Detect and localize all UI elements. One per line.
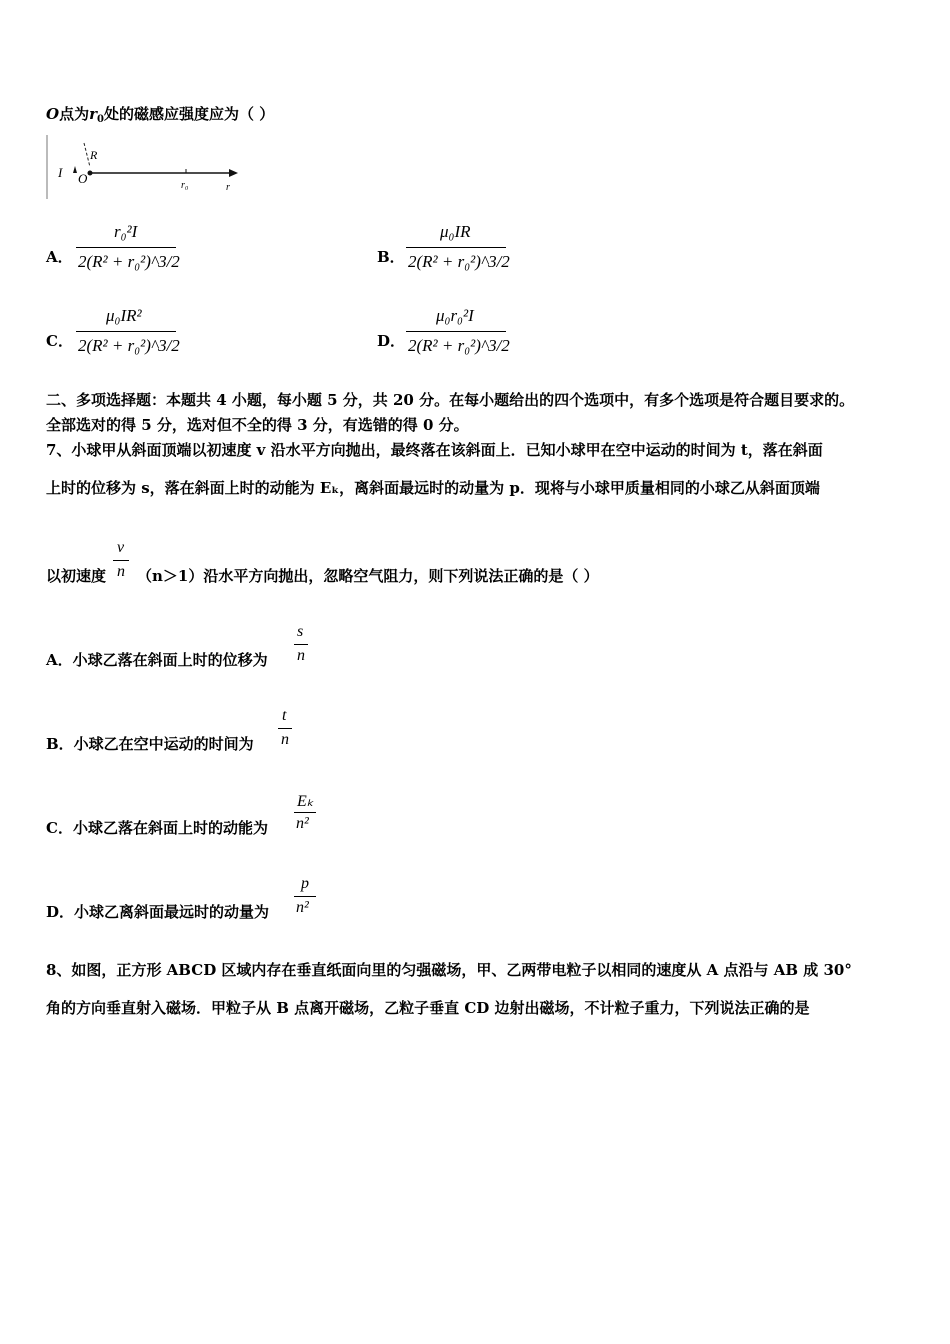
q6-option-b-label[interactable]: B．: [377, 248, 405, 266]
q6-option-b-denominator: 2(R² + r₀²)^3/2: [408, 252, 510, 271]
q6-stem-tail: O点为$r_0$处的磁感应强度应为（ ）: [46, 105, 275, 125]
axis-arrow-icon: [229, 169, 238, 177]
label-r: r: [226, 182, 230, 193]
fraction-bar: [406, 331, 506, 332]
label-I: I: [58, 165, 63, 180]
fraction-bar: [76, 331, 176, 332]
q7-option-d[interactable]: D．小球乙离斜面最远时的动量为: [46, 903, 270, 921]
q6-option-a-label[interactable]: A．: [46, 248, 73, 266]
fraction-bar: [76, 247, 176, 248]
label-r0: r₀: [181, 180, 189, 191]
q6-option-c-numerator: μ₀IR²: [106, 306, 142, 325]
q6-option-d-label[interactable]: D．: [377, 332, 406, 350]
q7-option-c-fraction: Eₖ n²: [294, 791, 318, 837]
section2-heading-line2: 全部选对的得 5 分，选对但不全的得 3 分，有选错的得 0 分。: [46, 416, 469, 434]
q6-option-a-fraction[interactable]: [76, 222, 180, 282]
section2-heading-line1: 二、多项选择题：本题共 4 小题，每小题 5 分，共 20 分。在每小题给出的四个选项中，有多个选项是符合题目要求的。: [46, 391, 855, 409]
q7-option-d-fraction: p n²: [294, 875, 318, 921]
q7-stem-line1: 7、小球甲从斜面顶端以初速度 v 沿水平方向抛出，最终落在该斜面上．已知小球甲在空中运动的时间为 t，落在斜面: [46, 441, 823, 459]
q7-stem-line3-end: （n＞1）沿水平方向抛出，忽略空气阻力，则下列说法正确的是（ ）: [137, 567, 599, 585]
label-O: O: [78, 171, 88, 186]
q7-velocity-fraction: v n: [113, 539, 131, 585]
ring-axis-figure: [46, 133, 246, 201]
fraction-bar: [406, 247, 506, 248]
q6-option-c-fraction[interactable]: [76, 306, 180, 366]
q6-option-c-label[interactable]: C．: [46, 332, 73, 350]
origin-point: [88, 171, 93, 176]
q6-option-c-denominator: 2(R² + r₀²)^3/2: [78, 336, 180, 355]
q7-option-c[interactable]: C．小球乙落在斜面上时的动能为: [46, 819, 268, 837]
q7-stem-line3-start: 以初速度: [46, 567, 107, 585]
q6-option-a-numerator: r₀²I: [114, 222, 138, 241]
q7-option-a-fraction: s n: [294, 623, 310, 669]
q6-option-d-numerator: μ₀r₀²I: [436, 306, 474, 325]
q7-option-b[interactable]: B．小球乙在空中运动的时间为: [46, 735, 254, 753]
q6-option-d-denominator: 2(R² + r₀²)^3/2: [408, 336, 510, 355]
q6-option-b-fraction[interactable]: [406, 222, 510, 282]
q6-option-d-fraction[interactable]: [406, 306, 510, 366]
q6-option-b-numerator: μ₀IR: [440, 222, 471, 241]
q7-stem-line2: 上时的位移为 s，落在斜面上时的动能为 Eₖ，离斜面最远时的动量为 p．现将与小球甲质量相同的小球乙从斜面顶端: [46, 479, 820, 497]
q8-stem-line2: 角的方向垂直射入磁场．甲粒子从 B 点离开磁场，乙粒子垂直 CD 边射出磁场，不计粒子重力，下列说法正确的是: [46, 999, 810, 1017]
label-R: R: [90, 148, 98, 162]
current-arrow-icon: [73, 166, 77, 173]
q8-stem-line1: 8、如图，正方形 ABCD 区域内存在垂直纸面向里的匀强磁场，甲、乙两带电粒子以相同的速度从 A 点沿与 AB 成 30°: [46, 961, 852, 979]
q6-option-a-denominator: 2(R² + r₀²)^3/2: [78, 252, 180, 271]
q7-option-a[interactable]: A．小球乙落在斜面上时的位移为: [46, 651, 268, 669]
q7-option-b-fraction: t n: [278, 707, 294, 753]
